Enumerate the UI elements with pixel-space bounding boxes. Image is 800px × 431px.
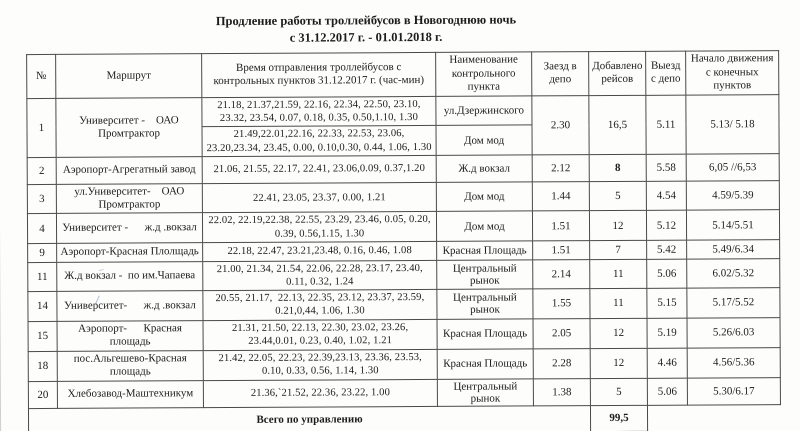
route-number-cell: 18 bbox=[28, 351, 57, 381]
checkpoint-cell: Красная Площадь bbox=[437, 349, 533, 380]
header-depot-in: Заезд в депо bbox=[532, 51, 589, 96]
added-trips-cell: 11 bbox=[590, 289, 647, 319]
added-trips-cell: 5 bbox=[589, 181, 646, 211]
checkpoint-cell: Центральный рынок bbox=[437, 260, 533, 290]
header-route: Маршрут bbox=[56, 53, 202, 98]
table-row bbox=[28, 258, 780, 291]
header-departure-times: Время отправления троллейбусов с контрольных пунктов 31.12.2017 г. (час-мин) bbox=[202, 52, 436, 97]
table-row bbox=[28, 377, 780, 408]
checkpoint-cell: Дом мод bbox=[436, 125, 532, 155]
table-row bbox=[27, 210, 779, 243]
depot-out-cell: 5.12 bbox=[646, 210, 686, 240]
depot-out-cell: 5.19 bbox=[647, 318, 687, 348]
added-trips-cell: 12 bbox=[590, 318, 647, 348]
depot-out-cell: 5.06 bbox=[647, 378, 687, 405]
route-cell: ул.Университет- ОАО Промтрактор bbox=[56, 184, 202, 214]
checkpoint-cell: ул.Дзержинского bbox=[436, 96, 532, 126]
table-row bbox=[27, 95, 779, 128]
checkpoint-cell: Центральный рынок bbox=[437, 289, 533, 319]
checkpoint-cell: Красная Площадь bbox=[437, 319, 533, 350]
scanned-page bbox=[0, 10, 800, 431]
route-number-cell: 11 bbox=[28, 262, 57, 292]
first-departure-cell: 5.17/5.52 bbox=[687, 288, 780, 318]
added-trips-cell: 11 bbox=[590, 259, 647, 289]
times-cell: 21.36,`21.52, 22.36, 23.22, 1.00 bbox=[203, 379, 437, 407]
first-departure-cell: 4.56/5.36 bbox=[687, 347, 780, 377]
first-departure-cell: 5.26/6.03 bbox=[687, 317, 780, 347]
depot-in-cell: 2.14 bbox=[533, 259, 590, 289]
route-cell: Ж.д вокзал - по им.Чапаева bbox=[57, 261, 203, 291]
route-cell: Аэропорт-Агрегатный завод bbox=[56, 157, 202, 185]
first-departure-cell: 6,05 //6,53 bbox=[686, 154, 779, 181]
empty-cell bbox=[647, 404, 780, 431]
route-number-cell: 3 bbox=[27, 184, 56, 214]
header-depot-out: Выезд с депо bbox=[646, 51, 686, 95]
route-number-cell: 20 bbox=[28, 381, 57, 408]
added-trips-cell: 16,5 bbox=[589, 95, 646, 154]
route-cell: Университет- ж.д .вокзал bbox=[57, 291, 203, 321]
route-number-cell: 2 bbox=[27, 157, 56, 184]
depot-in-cell: 1.38 bbox=[533, 378, 590, 405]
depot-in-cell: 1.44 bbox=[532, 182, 589, 212]
first-departure-cell: 4.59/5.39 bbox=[686, 181, 779, 211]
table-row bbox=[27, 181, 779, 214]
checkpoint-cell: Ж.д вокзал bbox=[436, 155, 532, 183]
first-departure-cell: 5.30/6.17 bbox=[687, 377, 780, 404]
document-title-line2: с 31.12.2017 г. - 01.01.2018 г. bbox=[289, 29, 443, 45]
times-cell: 21.18, 21.37,21.59, 22.16, 22.34, 22.50, 23.10, 23.32, 23.54, 0.07, 0.18, 0.35, 0.50,1.10, 1.30 bbox=[202, 96, 436, 127]
route-cell: Аэропорт-Красная Плолщадь bbox=[57, 242, 203, 262]
added-trips-cell: 12 bbox=[590, 348, 647, 378]
route-cell: Университет - ж.д .вокзал bbox=[56, 213, 202, 243]
times-cell: 21.06, 21.55, 22.17, 22.41, 23.06,0.09, 0.37,1.20 bbox=[202, 155, 436, 183]
document-title-line1: Продление работы троллейбусов в Новогоднюю ночь bbox=[215, 12, 517, 29]
added-trips-cell: 12 bbox=[589, 211, 646, 241]
total-label-cell: Всего по управлению bbox=[28, 405, 590, 431]
added-trips-cell: 8 bbox=[589, 154, 646, 181]
route-cell: Аэропорт- Красная площадь bbox=[57, 320, 203, 351]
depot-out-cell: 4.54 bbox=[646, 181, 686, 211]
table-row bbox=[27, 154, 779, 185]
first-departure-cell: 6.02/5.32 bbox=[687, 258, 780, 288]
depot-out-cell: 5.58 bbox=[646, 154, 686, 181]
route-cell: Хлебозавод-Маштехникум bbox=[57, 380, 203, 408]
depot-out-cell: 5.15 bbox=[647, 288, 687, 318]
header-first-departure: Начало движения с конечных пунктов bbox=[686, 50, 779, 95]
scan-edge-artifact bbox=[0, 14, 1, 431]
depot-in-cell: 2.05 bbox=[533, 318, 590, 348]
route-number-cell: 9 bbox=[28, 243, 57, 262]
checkpoint-cell: Дом мод bbox=[436, 182, 532, 212]
trolleybus-schedule-table bbox=[26, 50, 781, 431]
times-cell: 20.55, 21.17, 22.13, 22.35, 23.12, 23.37, 23.59, 0.21,0,44, 1.06, 1.30 bbox=[203, 290, 437, 321]
route-cell: пос.Альгешево-Красная площадь bbox=[57, 350, 203, 381]
route-number-cell: 15 bbox=[28, 321, 57, 351]
first-departure-cell: 5.49/6.34 bbox=[687, 239, 780, 258]
depot-out-cell: 4.46 bbox=[647, 348, 687, 378]
times-cell: 22.02, 22.19,22.38, 22.55, 23.29, 23.46, 0.05, 0.20, 0.39, 0.56,1.15, 1.30 bbox=[202, 212, 436, 243]
depot-out-cell: 5.06 bbox=[647, 259, 687, 289]
document-title bbox=[26, 11, 706, 48]
header-route-number: № bbox=[27, 54, 56, 98]
depot-out-cell: 5.42 bbox=[647, 240, 687, 259]
depot-in-cell: 2.30 bbox=[532, 96, 589, 155]
added-trips-cell: 5 bbox=[590, 378, 647, 405]
times-cell: 21.31, 21.50, 22.13, 22.30, 23.02, 23.26, 23.44,0.01, 0.23, 0.40, 1.02, 1.21 bbox=[203, 319, 437, 350]
depot-in-cell: 2.12 bbox=[532, 155, 589, 182]
checkpoint-cell: Дом мод bbox=[436, 211, 532, 241]
depot-in-cell: 2.28 bbox=[533, 348, 590, 378]
checkpoint-cell: Центральный рынок bbox=[437, 379, 533, 407]
times-cell: 22.41, 23.05, 23.37, 0.00, 1.21 bbox=[202, 182, 436, 213]
first-departure-cell: 5.14/5.51 bbox=[686, 210, 779, 240]
route-number-cell: 14 bbox=[28, 292, 57, 322]
depot-in-cell: 1.55 bbox=[533, 289, 590, 319]
table-row bbox=[28, 317, 780, 351]
route-number-cell: 4 bbox=[27, 214, 56, 244]
table-row bbox=[28, 347, 780, 381]
depot-in-cell: 1.51 bbox=[532, 211, 589, 241]
times-cell: 21.42, 22.05, 22.23, 22.39,23.13, 23.36, 23.53, 0.10, 0.33, 0.56, 1.14, 1.30 bbox=[203, 349, 437, 380]
table-row bbox=[28, 288, 780, 321]
header-checkpoint: Наименование контрольного пункта bbox=[436, 52, 532, 97]
route-number-cell: 1 bbox=[27, 98, 56, 157]
depot-in-cell: 1.51 bbox=[533, 240, 590, 259]
checkpoint-cell: Красная Площадь bbox=[437, 241, 533, 261]
added-trips-cell: 7 bbox=[590, 240, 647, 259]
route-cell: Университет - ОАО Промтрактор bbox=[56, 98, 202, 158]
total-added-trips-cell: 99,5 bbox=[590, 405, 647, 431]
table-header-row bbox=[27, 50, 779, 98]
times-cell: 21.49,22.01,22.16, 22.33, 22.53, 23.06, 23.20,23.34, 23.45, 0.00, 0.10,0.30, 0.44, 1.06, 1.30 bbox=[202, 126, 436, 157]
total-row bbox=[28, 404, 780, 431]
times-cell: 22.18, 22.47, 23.21,23.48, 0.16, 0.46, 1.08 bbox=[203, 241, 437, 261]
times-cell: 21.00, 21.34, 21.54, 22.06, 22.28, 23.17, 23.40, 0.11, 0.32, 1.24 bbox=[203, 260, 437, 291]
header-added-trips: Добавлено рейсов bbox=[589, 51, 646, 96]
depot-out-cell: 5.11 bbox=[646, 95, 686, 154]
first-departure-cell: 5.13/ 5.18 bbox=[686, 95, 779, 154]
